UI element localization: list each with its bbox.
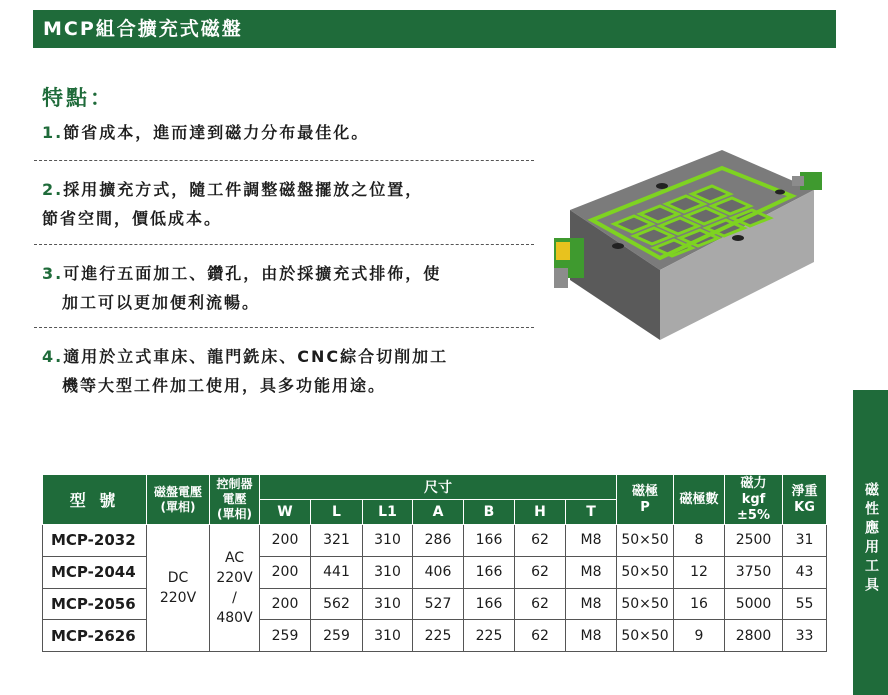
header-voltage-l2: (單相) bbox=[160, 499, 196, 514]
header-pole-count: 磁極數 bbox=[674, 475, 725, 525]
divider bbox=[34, 160, 534, 161]
feature-text: 節省成本，進而達到磁力分布最佳化。 bbox=[63, 123, 370, 142]
feature-number: 3. bbox=[42, 264, 64, 283]
header-controller bbox=[210, 475, 260, 525]
header-w: W bbox=[260, 500, 311, 525]
cell-h: 62 bbox=[515, 620, 566, 652]
ctrl-l4: 480V bbox=[216, 610, 253, 626]
cell-p: 50×50 bbox=[617, 620, 674, 652]
cell-p: 50×50 bbox=[617, 556, 674, 588]
cell-w: 259 bbox=[260, 620, 311, 652]
cell-weight: 43 bbox=[783, 556, 827, 588]
feature-number: 4. bbox=[42, 347, 64, 366]
controller-voltage-cell bbox=[210, 525, 260, 652]
magnetic-chuck-image bbox=[552, 150, 827, 350]
cell-t: M8 bbox=[566, 525, 617, 557]
ctrl-l2: 220V bbox=[216, 570, 253, 586]
header-voltage-l1: 磁盤電壓 bbox=[153, 484, 202, 499]
feature-number: 1. bbox=[42, 123, 64, 142]
cell-t: M8 bbox=[566, 620, 617, 652]
cell-weight: 55 bbox=[783, 588, 827, 620]
cell-h: 62 bbox=[515, 556, 566, 588]
cell-l: 562 bbox=[311, 588, 363, 620]
feature-item-3 bbox=[42, 259, 542, 317]
model-cell: MCP-2056 bbox=[43, 588, 147, 620]
header-force-l1: 磁力 bbox=[740, 475, 767, 491]
header-model: 型 號 bbox=[43, 475, 147, 525]
header-pole bbox=[617, 475, 674, 525]
model-cell: MCP-2626 bbox=[43, 620, 147, 652]
model-cell: MCP-2032 bbox=[43, 525, 147, 557]
cell-l: 321 bbox=[311, 525, 363, 557]
voltage-l1: DC bbox=[167, 570, 189, 586]
feature-text: 可進行五面加工、鑽孔，由於採擴充式排佈，使 bbox=[63, 264, 442, 283]
feature-text: 適用於立式車床、龍門銑床、CNC綜合切削加工 bbox=[63, 347, 449, 366]
feature-number: 2. bbox=[42, 180, 64, 199]
cell-l: 441 bbox=[311, 556, 363, 588]
cell-w: 200 bbox=[260, 525, 311, 557]
feature-item-4 bbox=[42, 342, 542, 400]
side-category-label: 磁性應用工具 bbox=[863, 482, 879, 596]
cell-l1: 310 bbox=[363, 620, 413, 652]
header-voltage bbox=[147, 475, 210, 525]
header-l1: L1 bbox=[363, 500, 413, 525]
cell-force: 2800 bbox=[725, 620, 783, 652]
cell-b: 166 bbox=[464, 588, 515, 620]
feature-text-cont: 加工可以更加便利流暢。 bbox=[62, 293, 261, 312]
ctrl-l3: / bbox=[232, 590, 237, 606]
table-row bbox=[43, 525, 827, 557]
header-weight-l2: KG bbox=[794, 499, 815, 515]
cell-b: 225 bbox=[464, 620, 515, 652]
side-category-tab bbox=[853, 390, 888, 695]
cell-weight: 31 bbox=[783, 525, 827, 557]
header-force bbox=[725, 475, 783, 525]
cell-weight: 33 bbox=[783, 620, 827, 652]
cell-t: M8 bbox=[566, 556, 617, 588]
cell-a: 225 bbox=[413, 620, 464, 652]
header-force-l2: kgf ±5% bbox=[737, 491, 770, 523]
header-pole-l2: P bbox=[640, 499, 650, 515]
cell-t: M8 bbox=[566, 588, 617, 620]
model-cell: MCP-2044 bbox=[43, 556, 147, 588]
feature-item-1 bbox=[42, 118, 542, 147]
cell-force: 3750 bbox=[725, 556, 783, 588]
cell-b: 166 bbox=[464, 556, 515, 588]
cell-a: 406 bbox=[413, 556, 464, 588]
header-l: L bbox=[311, 500, 363, 525]
feature-text-cont: 機等大型工件加工使用，具多功能用途。 bbox=[62, 376, 387, 395]
header-weight-l1: 淨重 bbox=[791, 483, 818, 499]
voltage-cell bbox=[147, 525, 210, 652]
divider bbox=[34, 327, 534, 328]
cell-w: 200 bbox=[260, 556, 311, 588]
feature-item-2 bbox=[42, 175, 542, 233]
page-title: MCP組合擴充式磁盤 bbox=[33, 10, 836, 48]
cell-pole-count: 12 bbox=[674, 556, 725, 588]
cell-force: 5000 bbox=[725, 588, 783, 620]
divider bbox=[34, 244, 534, 245]
header-b: B bbox=[464, 500, 515, 525]
features-heading: 特點： bbox=[42, 86, 114, 110]
feature-text-cont: 節省空間，價低成本。 bbox=[42, 209, 223, 228]
cell-l1: 310 bbox=[363, 556, 413, 588]
feature-text: 採用擴充方式，隨工件調整磁盤擺放之位置， bbox=[63, 180, 424, 199]
voltage-l2: 220V bbox=[159, 590, 197, 606]
cell-p: 50×50 bbox=[617, 588, 674, 620]
cell-l1: 310 bbox=[363, 525, 413, 557]
cell-h: 62 bbox=[515, 525, 566, 557]
cell-pole-count: 9 bbox=[674, 620, 725, 652]
header-controller-l3: (單相) bbox=[217, 507, 252, 521]
cell-b: 166 bbox=[464, 525, 515, 557]
cell-pole-count: 16 bbox=[674, 588, 725, 620]
ctrl-l1: AC bbox=[224, 550, 245, 566]
header-a: A bbox=[413, 500, 464, 525]
cell-h: 62 bbox=[515, 588, 566, 620]
header-controller-l1: 控制器 bbox=[216, 477, 253, 491]
header-controller-l2: 電壓 bbox=[222, 492, 247, 506]
cell-a: 527 bbox=[413, 588, 464, 620]
header-dimensions: 尺寸 bbox=[260, 475, 617, 500]
cell-w: 200 bbox=[260, 588, 311, 620]
cell-pole-count: 8 bbox=[674, 525, 725, 557]
header-pole-l1: 磁極 bbox=[632, 483, 659, 499]
header-t: T bbox=[566, 500, 617, 525]
cell-p: 50×50 bbox=[617, 525, 674, 557]
header-weight bbox=[783, 475, 827, 525]
cell-force: 2500 bbox=[725, 525, 783, 557]
cell-l1: 310 bbox=[363, 588, 413, 620]
cell-l: 259 bbox=[311, 620, 363, 652]
spec-table bbox=[42, 474, 827, 652]
header-h: H bbox=[515, 500, 566, 525]
cell-a: 286 bbox=[413, 525, 464, 557]
